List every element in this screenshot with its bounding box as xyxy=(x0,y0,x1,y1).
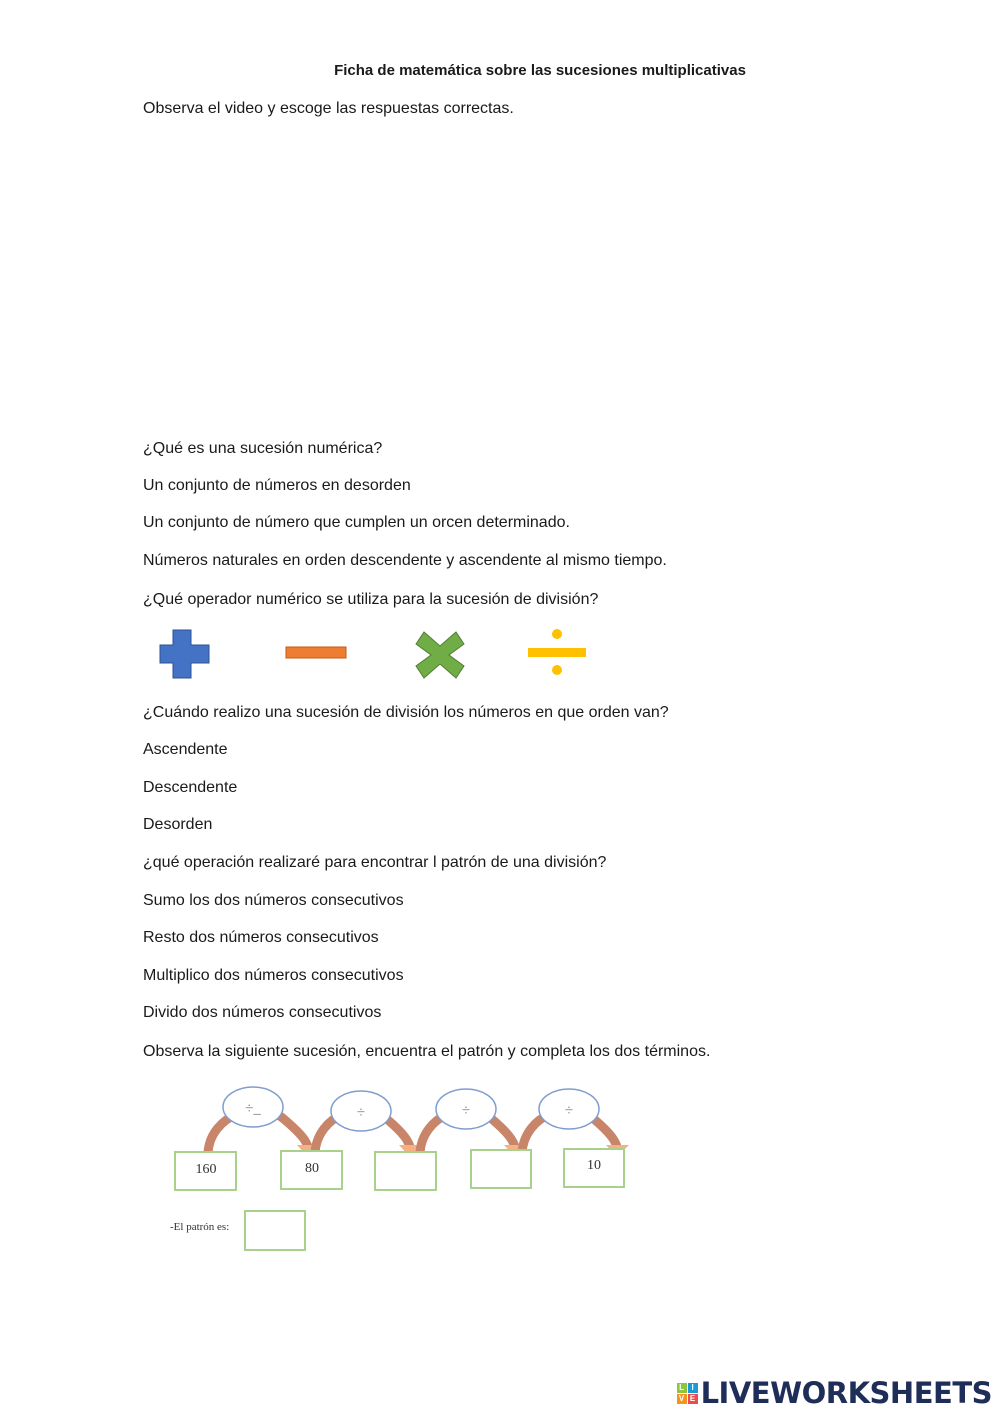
q4-option-3[interactable]: Multiplico dos números consecutivos xyxy=(143,967,404,984)
term-value: 80 xyxy=(305,1161,319,1176)
multiply-icon[interactable] xyxy=(416,632,464,678)
q3-option-1[interactable]: Ascendente xyxy=(143,741,228,758)
q1-option-2[interactable]: Un conjunto de número que cumplen un orcen determinado. xyxy=(143,514,570,531)
logo-letter: V xyxy=(677,1394,687,1404)
question-4: ¿qué operación realizaré para encontrar l patrón de una división? xyxy=(143,854,607,871)
operator-label: ÷ xyxy=(356,1105,366,1121)
minus-icon[interactable] xyxy=(286,647,346,658)
question-1: ¿Qué es una sucesión numérica? xyxy=(143,440,383,457)
question-5: Observa la siguiente sucesión, encuentra el patrón y completa los dos términos. xyxy=(143,1043,711,1060)
operator-bubble-3[interactable] xyxy=(436,1089,496,1129)
term-value: 10 xyxy=(587,1158,601,1173)
q4-option-2[interactable]: Resto dos números consecutivos xyxy=(143,929,379,946)
page-title: Ficha de matemática sobre las sucesiones multiplicativas xyxy=(334,62,746,79)
term-value: 160 xyxy=(195,1162,217,1177)
term-box-1[interactable] xyxy=(175,1152,236,1190)
liveworksheets-logo xyxy=(677,1376,992,1410)
operator-bubble-2[interactable] xyxy=(331,1091,391,1131)
question-3: ¿Cuándo realizo una sucesión de división los números en que orden van? xyxy=(143,704,669,721)
q3-option-2[interactable]: Descendente xyxy=(143,779,238,796)
operator-bubble-4[interactable] xyxy=(539,1089,599,1129)
logo-letter: E xyxy=(688,1394,698,1404)
term-box-4[interactable] xyxy=(471,1150,531,1188)
term-box-5[interactable] xyxy=(564,1149,624,1187)
q3-option-3[interactable]: Desorden xyxy=(143,816,213,833)
logo-letter: I xyxy=(688,1383,698,1393)
question-2: ¿Qué operador numérico se utiliza para la sucesión de división? xyxy=(143,591,599,608)
q1-option-1[interactable]: Un conjunto de números en desorden xyxy=(143,477,411,494)
q4-option-4[interactable]: Divido dos números consecutivos xyxy=(143,1004,382,1021)
divide-icon[interactable] xyxy=(528,629,586,675)
q1-option-3[interactable]: Números naturales en orden descendente y ascendente al mismo tiempo. xyxy=(143,552,667,569)
q4-option-1[interactable]: Sumo los dos números consecutivos xyxy=(143,892,404,909)
logo-text: LIVEWORKSHEETS xyxy=(700,1376,992,1410)
operator-bubble-1[interactable] xyxy=(223,1087,283,1127)
operator-label: ÷_ xyxy=(245,1101,261,1117)
operator-label: ÷ xyxy=(461,1103,471,1119)
video-placeholder[interactable] xyxy=(143,135,863,425)
sequence-diagram xyxy=(160,1075,650,1265)
operator-options xyxy=(150,622,610,686)
plus-icon[interactable] xyxy=(160,630,209,678)
logo-letter: L xyxy=(677,1383,687,1393)
term-box-3[interactable] xyxy=(375,1152,436,1190)
instruction-text: Observa el video y escoge las respuestas correctas. xyxy=(143,100,514,117)
pattern-box[interactable] xyxy=(245,1211,305,1250)
logo-mark xyxy=(677,1383,698,1404)
term-box-2[interactable] xyxy=(281,1151,342,1189)
pattern-label: -El patrón es: xyxy=(170,1221,230,1233)
operator-label: ÷ xyxy=(564,1103,574,1119)
